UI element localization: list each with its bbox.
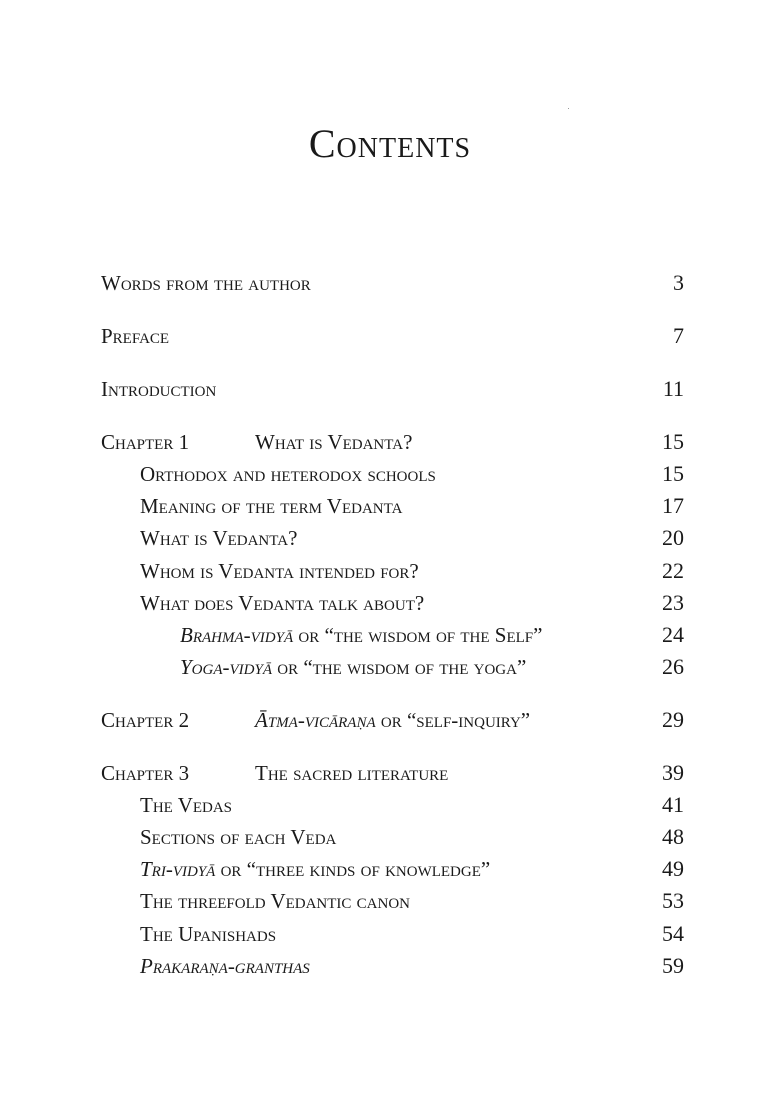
toc-entry-preface[interactable] bbox=[0, 321, 780, 351]
toc-entry-page: 23 bbox=[662, 590, 684, 615]
toc-entry-italic-term: Brahma-vidyā bbox=[180, 623, 294, 647]
toc-entry-page: 11 bbox=[662, 376, 684, 401]
toc-entry-page: 26 bbox=[662, 654, 684, 679]
chapter-title bbox=[255, 705, 530, 735]
toc-entry-brahma-vidya[interactable] bbox=[0, 620, 780, 650]
toc-entry-page: 15 bbox=[662, 461, 684, 486]
toc-entry-upanishads[interactable] bbox=[0, 919, 780, 949]
toc-entry-page: 24 bbox=[662, 622, 684, 647]
toc-entry-italic-term: Prakaraṇa-granthas bbox=[140, 954, 310, 978]
chapter-title: The sacred literature bbox=[255, 761, 449, 785]
toc-entry-page: 22 bbox=[662, 558, 684, 583]
toc-entry-label: The threefold Vedantic canon bbox=[140, 889, 411, 913]
toc-entry-page: 53 bbox=[662, 888, 684, 913]
toc-entry-the-vedas[interactable] bbox=[0, 790, 780, 820]
toc-entry-label: Words from the author bbox=[101, 271, 311, 295]
toc-entry-page: 3 bbox=[673, 270, 684, 295]
toc-entry-page: 17 bbox=[662, 493, 684, 518]
toc-entry-italic-term: Ātma-vicāraṇa bbox=[255, 708, 376, 732]
toc-entry-whom-intended[interactable] bbox=[0, 556, 780, 586]
toc-entry-label bbox=[180, 652, 526, 682]
page-title: Contents bbox=[308, 121, 472, 166]
toc-entry-what-is-vedanta[interactable] bbox=[0, 523, 780, 553]
toc-entry-text: or “the wisdom of the Self” bbox=[293, 623, 543, 647]
toc-entry-page: 59 bbox=[662, 953, 684, 978]
toc-entry-label: Meaning of the term Vedanta bbox=[140, 494, 403, 518]
toc-entry-chapter-3[interactable] bbox=[0, 758, 780, 788]
toc-entry-label: Whom is Vedanta intended for? bbox=[140, 559, 419, 583]
toc-entry-threefold-canon[interactable] bbox=[0, 886, 780, 916]
chapter-title: What is Vedanta? bbox=[255, 430, 413, 454]
chapter-number: Chapter 3 bbox=[101, 761, 190, 785]
toc-entry-page: 20 bbox=[662, 525, 684, 550]
toc-entry-yoga-vidya[interactable] bbox=[0, 652, 780, 682]
toc-entry-introduction[interactable] bbox=[0, 374, 780, 404]
toc-entry-text: or “the wisdom of the yoga” bbox=[272, 655, 527, 679]
chapter-number: Chapter 2 bbox=[101, 708, 190, 732]
toc-entry-italic-term: Yoga-vidyā bbox=[180, 655, 272, 679]
toc-entry-page: 39 bbox=[662, 760, 684, 785]
toc-entry-label: Introduction bbox=[101, 377, 217, 401]
toc-entry-label: Sections of each Veda bbox=[140, 825, 337, 849]
toc-entry-words-from-author[interactable] bbox=[0, 268, 780, 298]
toc-entry-label: What is Vedanta? bbox=[140, 526, 298, 550]
toc-entry-label: What does Vedanta talk about? bbox=[140, 591, 425, 615]
toc-entry-tri-vidya[interactable] bbox=[0, 854, 780, 884]
toc-entry-label bbox=[140, 951, 310, 981]
toc-entry-page: 15 bbox=[662, 429, 684, 454]
toc-entry-label bbox=[140, 854, 490, 884]
toc-entry-label: Orthodox and heterodox schools bbox=[140, 462, 436, 486]
toc-entry-text: or “three kinds of knowledge” bbox=[215, 857, 491, 881]
toc-entry-page: 41 bbox=[662, 792, 684, 817]
toc-entry-page: 54 bbox=[662, 921, 684, 946]
toc-entry-page: 49 bbox=[662, 856, 684, 881]
toc-entry-label bbox=[180, 620, 542, 650]
toc-entry-label: The Vedas bbox=[140, 793, 233, 817]
toc-entry-italic-term: Tri-vidyā bbox=[140, 857, 216, 881]
toc-entry-label: The Upanishads bbox=[140, 922, 277, 946]
toc-entry-what-talk-about[interactable] bbox=[0, 588, 780, 618]
toc-entry-label: Preface bbox=[101, 324, 170, 348]
toc-entry-orthodox-schools[interactable] bbox=[0, 459, 780, 489]
paper-speck bbox=[568, 108, 569, 109]
toc-entry-page: 48 bbox=[662, 824, 684, 849]
toc-entry-prakarana-granthas[interactable] bbox=[0, 951, 780, 981]
toc-entry-chapter-1[interactable] bbox=[0, 427, 780, 457]
toc-entry-text: or “self-inquiry” bbox=[375, 708, 531, 732]
toc-entry-chapter-2[interactable] bbox=[0, 705, 780, 735]
toc-entry-page: 29 bbox=[662, 707, 684, 732]
chapter-number: Chapter 1 bbox=[101, 430, 190, 454]
toc-entry-page: 7 bbox=[673, 323, 684, 348]
toc-entry-sections-veda[interactable] bbox=[0, 822, 780, 852]
toc-entry-meaning-vedanta[interactable] bbox=[0, 491, 780, 521]
